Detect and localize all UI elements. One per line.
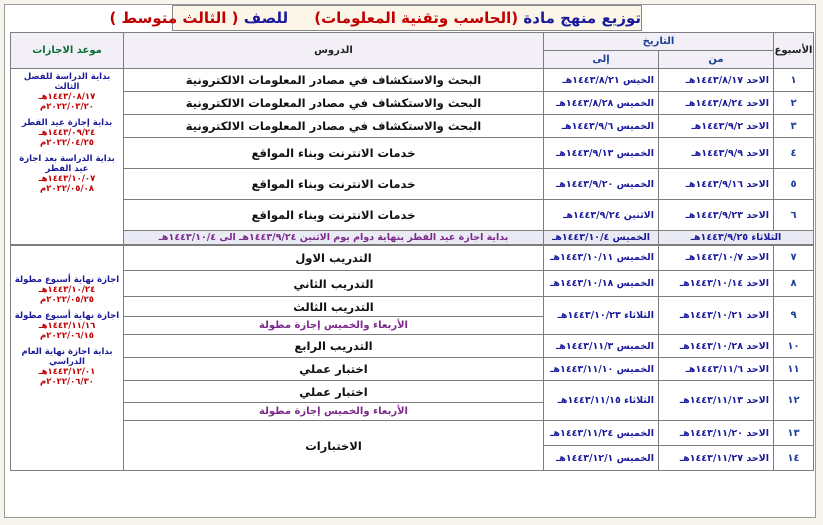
week-number: ١٠ xyxy=(774,335,814,358)
date-from: الاحد ١٤٤٣/٨/١٧هـ xyxy=(659,69,774,92)
lesson-title: التدريب الثالث xyxy=(124,297,544,317)
date-from: الاحد ١٤٤٣/٩/٢٣هـ xyxy=(659,200,774,231)
header-lessons: الدروس xyxy=(124,33,544,69)
week-number: ٥ xyxy=(774,169,814,200)
title-prefix: توزيع منهج مادة xyxy=(523,9,641,27)
holiday-entry: بداية الدراسة بعد اجازة عيد الفطر ١٤٤٣/١٠/٠٧هـ ٢٠٢٢/٠٥/٠٨م xyxy=(19,154,115,194)
lesson-title: خدمات الانترنت وبناء المواقع xyxy=(124,138,544,169)
date-from: الاحد ١٤٤٣/١١/١٣هـ xyxy=(659,381,774,421)
holiday-entry: اجازة نهاية أسبوع مطولة ١٤٤٣/١١/١٦هـ ٢٠٢٢/٠٦/١٥م xyxy=(14,310,120,341)
week-number: ٤ xyxy=(774,138,814,169)
holiday-row xyxy=(11,231,814,245)
date-from: الاحد ١٤٤٣/١٠/٧هـ xyxy=(659,245,774,271)
table-row xyxy=(11,138,814,169)
table-row xyxy=(11,245,814,271)
week-number: ٧ xyxy=(774,245,814,271)
holiday-row-from: الثلاثاء ١٤٤٣/٩/٢٥هـ xyxy=(659,231,814,245)
lesson-title: خدمات الانترنت وبناء المواقع xyxy=(124,169,544,200)
table-row xyxy=(11,69,814,92)
table-row xyxy=(11,381,814,403)
date-from: الاحد ١٤٤٣/١١/٢٠هـ xyxy=(659,421,774,446)
lesson-title: اختبار عملي xyxy=(124,381,544,403)
date-to: الاثنين ١٤٤٣/٩/٢٤هـ xyxy=(544,200,659,231)
lesson-title: التدريب الثاني xyxy=(124,271,544,297)
lesson-title: البحث والاستكشاف في مصادر المعلومات الالكترونية xyxy=(124,69,544,92)
week-number: ٨ xyxy=(774,271,814,297)
curriculum-table xyxy=(10,32,814,471)
date-to: الخميس ١٤٤٣/٩/٢٠هـ xyxy=(544,169,659,200)
holiday-column-first xyxy=(11,69,124,245)
week-number: ٣ xyxy=(774,115,814,138)
table-row xyxy=(11,297,814,317)
week-number: ٩ xyxy=(774,297,814,335)
date-from: الاحد ١٤٤٣/٩/١٦هـ xyxy=(659,169,774,200)
date-from: الاحد ١٤٤٣/٩/٩هـ xyxy=(659,138,774,169)
page-title xyxy=(109,5,642,31)
week-number: ٦ xyxy=(774,200,814,231)
table-row xyxy=(11,358,814,381)
week-number: ٢ xyxy=(774,92,814,115)
date-from: الاحد ١٤٤٣/١١/٦هـ xyxy=(659,358,774,381)
table-row xyxy=(11,421,814,446)
date-to: الثلاثاء ١٤٤٣/١١/١٥هـ xyxy=(544,381,659,421)
lesson-title: خدمات الانترنت وبناء المواقع xyxy=(124,200,544,231)
lesson-title: التدريب الاول xyxy=(124,245,544,271)
date-from: الاحد ١٤٤٣/١٠/١٤هـ xyxy=(659,271,774,297)
lesson-note: الأربعاء والخميس إجازة مطولة xyxy=(124,317,544,335)
date-to: الخميس ١٤٤٣/١٠/١٨هـ xyxy=(544,271,659,297)
week-number: ١٤ xyxy=(774,446,814,471)
date-from: الاحد ١٤٤٣/٩/٢هـ xyxy=(659,115,774,138)
week-number: ١٢ xyxy=(774,381,814,421)
holiday-entry: بداية إجازة عيد الفطر ١٤٤٣/٠٩/٢٤هـ ٢٠٢٢/٠٤/٢٥م xyxy=(21,118,113,148)
header-from: من xyxy=(659,51,774,69)
lesson-title: اختبار عملي xyxy=(124,358,544,381)
date-to: الخيس ١٤٤٣/٨/٢١هـ xyxy=(544,69,659,92)
lesson-title: التدريب الرابع xyxy=(124,335,544,358)
table-row xyxy=(11,271,814,297)
date-to: الخميس ١٤٤٣/٩/٦هـ xyxy=(544,115,659,138)
table-row xyxy=(11,115,814,138)
header-week: الأسبوع xyxy=(774,33,814,69)
holiday-entry: اجازة نهاية أسبوع مطولة ١٤٤٣/١٠/٢٤هـ ٢٠٢٢/٠٥/٢٥م xyxy=(14,274,120,305)
date-from: الاحد ١٤٤٣/٨/٢٤هـ xyxy=(659,92,774,115)
holiday-row-to: الخميس ١٤٤٣/١٠/٤هـ xyxy=(544,231,659,245)
holiday-entry: بداية اجازة نهاية العام الدراسي ١٤٤٣/١٢/٠١هـ ٢٠٢٢/٠٦/٣٠م xyxy=(21,346,113,387)
holiday-entry: بداية الدراسة للفصل الثالث ١٤٤٣/٠٨/١٧هـ ٢٠٢٢/٠٣/٢٠م xyxy=(23,72,111,112)
date-from: الاحد ١٤٤٣/١٠/٢٨هـ xyxy=(659,335,774,358)
lesson-title: البحث والاستكشاف في مصادر المعلومات الالكترونية xyxy=(124,92,544,115)
date-to: الخميس ١٤٤٣/١٠/١١هـ xyxy=(544,245,659,271)
date-to: الخميس ١٤٤٣/١٢/١هـ xyxy=(544,446,659,471)
table-row xyxy=(11,335,814,358)
date-to: الخميس ١٤٤٣/١١/١٠هـ xyxy=(544,358,659,381)
table-row xyxy=(11,169,814,200)
week-number: ١١ xyxy=(774,358,814,381)
lesson-title: البحث والاستكشاف في مصادر المعلومات الالكترونية xyxy=(124,115,544,138)
header-date: التاريخ xyxy=(544,33,774,51)
date-from: الاحد ١٤٤٣/١١/٢٧هـ xyxy=(659,446,774,471)
holiday-row-text: بداية اجازة عيد الفطر بنهاية دوام يوم الاثنين ١٤٤٣/٩/٢٤هـ الى ١٤٤٣/١٠/٤هـ xyxy=(124,231,544,245)
lesson-note: الأربعاء والخميس إجازة مطولة xyxy=(124,403,544,421)
date-to: الخميس ١٤٤٣/٩/١٣هـ xyxy=(544,138,659,169)
lesson-title: الاختبارات xyxy=(124,421,544,471)
date-to: الخميس ١٤٤٣/١١/٣هـ xyxy=(544,335,659,358)
table-row xyxy=(11,200,814,231)
header-holidays: موعد الاجازات xyxy=(11,33,124,69)
holiday-column-second xyxy=(11,245,124,471)
date-to: الخميس ١٤٤٣/٨/٢٨هـ xyxy=(544,92,659,115)
title-class-label: للصف xyxy=(243,9,289,27)
title-subject: (الحاسب وتقنية المعلومات) xyxy=(314,9,519,27)
header-to: إلى xyxy=(544,51,659,69)
date-to: الخميس ١٤٤٣/١١/٢٤هـ xyxy=(544,421,659,446)
title-class-value: ( الثالث متوسط ) xyxy=(109,9,239,27)
date-to: الثلاثاء ١٤٤٣/١٠/٢٣هـ xyxy=(544,297,659,335)
date-from: الاحد ١٤٤٣/١٠/٢١هـ xyxy=(659,297,774,335)
table-row xyxy=(11,92,814,115)
week-number: ١٣ xyxy=(774,421,814,446)
week-number: ١ xyxy=(774,69,814,92)
